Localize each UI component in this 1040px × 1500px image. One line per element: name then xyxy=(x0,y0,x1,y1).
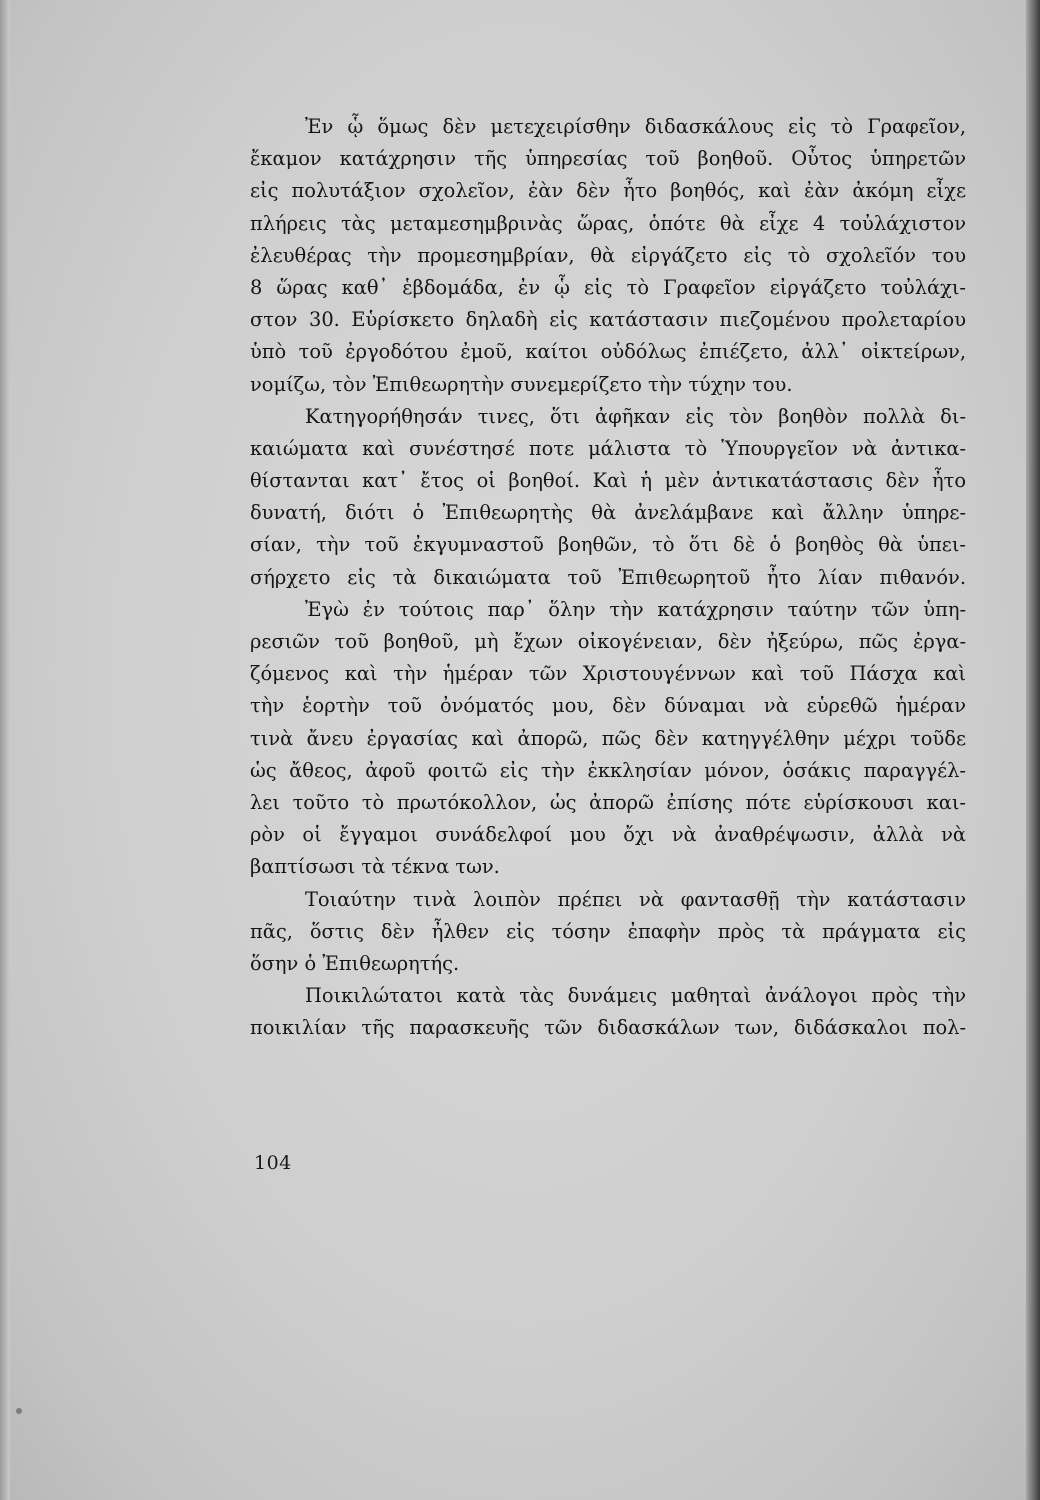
text-line: Τοιαύτην τινὰ λοιπὸν πρέπει νὰ φαντασθῇ τὴν κατάστασιν xyxy=(305,887,966,911)
text-line: σίαν, τὴν τοῦ ἐκγυμναστοῦ βοηθῶν, τὸ ὅτι δὲ ὁ βοηθὸς θὰ ὑπει- xyxy=(250,533,966,557)
page-number: 104 xyxy=(254,1152,292,1174)
text-line: ρεσιῶν τοῦ βοηθοῦ, μὴ ἔχων οἰκογένειαν, δὲν ἠξεύρω, πῶς ἐργα- xyxy=(250,630,966,653)
text-line: σήρχετο εἰς τὰ δικαιώματα τοῦ Ἐπιθεωρητοῦ ἦτο λίαν πιθανόν. xyxy=(250,565,966,589)
page-right-edge xyxy=(1026,0,1040,1500)
text-line: πᾶς, ὅστις δὲν ἦλθεν εἰς τόσην ἐπαφὴν πρὸς τὰ πράγματα εἰς xyxy=(250,919,966,943)
text-line: ὅσην ὁ Ἐπιθεωρητής. xyxy=(250,951,460,975)
text-line: ὡς ἄθεος, ἀφοῦ φοιτῶ εἰς τὴν ἐκκλησίαν μόνον, ὁσάκις παραγγέλ- xyxy=(250,758,966,782)
text-line: βαπτίσωσι τὰ τέκνα των. xyxy=(250,855,500,879)
text-line: Κατηγορήθησάν τινες, ὅτι ἀφῆκαν εἰς τὸν βοηθὸν πολλὰ δι- xyxy=(305,404,966,428)
paragraph xyxy=(250,884,966,981)
page-left-edge xyxy=(0,0,10,1500)
text-line: δυνατή, διότι ὁ Ἐπιθεωρητὴς θὰ ἀνελάμβανε καὶ ἄλλην ὑπηρε- xyxy=(250,501,966,525)
body-text xyxy=(250,111,966,1044)
text-line: ἐλευθέρας τὴν προμεσημβρίαν, θὰ εἰργάζετο εἰς τὸ σχολεῖόν του xyxy=(250,243,966,267)
paper-spot xyxy=(16,1408,22,1414)
text-line: Ἐγὼ ἐν τούτοις παρ᾽ ὅλην τὴν κατάχρησιν ταύτην τῶν ὑπη- xyxy=(305,597,966,621)
text-line: τινὰ ἄνευ ἐργασίας καὶ ἀπορῶ, πῶς δὲν κατηγγέλθην μέχρι τοῦδε xyxy=(250,726,966,750)
text-line: ποικιλίαν τῆς παρασκευῆς τῶν διδασκάλων των, διδάσκαλοι πολ- xyxy=(250,1016,966,1040)
text-line: ἔκαμον κατάχρησιν τῆς ὑπηρεσίας τοῦ βοηθοῦ. Οὗτος ὑπηρετῶν xyxy=(250,147,966,171)
text-line: πλήρεις τὰς μεταμεσημβρινὰς ὥρας, ὁπότε θὰ εἶχε 4 τοὐλάχιστον xyxy=(250,211,966,235)
paragraph xyxy=(250,594,966,884)
text-line: ρὸν οἱ ἔγγαμοι συνάδελφοί μου ὄχι νὰ ἀναθρέψωσιν, ἀλλὰ νὰ xyxy=(250,823,966,847)
paragraph xyxy=(250,401,966,594)
text-line: καιώματα καὶ συνέστησέ ποτε μάλιστα τὸ Ὑπουργεῖον νὰ ἀντικα- xyxy=(250,436,966,460)
text-line: ζόμενος καὶ τὴν ἡμέραν τῶν Χριστουγέννων καὶ τοῦ Πάσχα καὶ xyxy=(250,662,966,686)
text-line: εἰς πολυτάξιον σχολεῖον, ἐὰν δὲν ἦτο βοηθός, καὶ ἐὰν ἀκόμη εἶχε xyxy=(250,179,966,203)
paragraph xyxy=(250,111,966,401)
text-line: θίστανται κατ᾽ ἔτος οἱ βοηθοί. Καὶ ἡ μὲν ἀντικατάστασις δὲν ἦτο xyxy=(250,469,966,493)
text-line: ὑπὸ τοῦ ἐργοδότου ἐμοῦ, καίτοι οὐδόλως ἐπιέζετο, ἀλλ᾽ οἰκτείρων, xyxy=(250,340,966,364)
text-line: τὴν ἑορτὴν τοῦ ὀνόματός μου, δὲν δύναμαι νὰ εὑρεθῶ ἡμέραν xyxy=(250,694,966,718)
text-line: νομίζω, τὸν Ἐπιθεωρητὴν συνεμερίζετο τὴν τύχην του. xyxy=(250,372,793,396)
text-line: Ἐν ᾧ ὅμως δὲν μετεχειρίσθην διδασκάλους εἰς τὸ Γραφεῖον, xyxy=(305,115,966,138)
text-line: στον 30. Εὑρίσκετο δηλαδὴ εἰς κατάστασιν πιεζομένου προλεταρίου xyxy=(250,308,966,332)
text-line: λει τοῦτο τὸ πρωτόκολλον, ὡς ἀπορῶ ἐπίσης πότε εὑρίσκουσι και- xyxy=(250,790,966,814)
text-line: 8 ὥρας καθ᾽ ἑβδομάδα, ἐν ᾧ εἰς τὸ Γραφεῖον εἰργάζετο τοὐλάχι- xyxy=(250,275,966,299)
text-line: Ποικιλώτατοι κατὰ τὰς δυνάμεις μαθηταὶ ἀνάλογοι πρὸς τὴν xyxy=(305,984,966,1008)
paragraph xyxy=(250,980,966,1044)
